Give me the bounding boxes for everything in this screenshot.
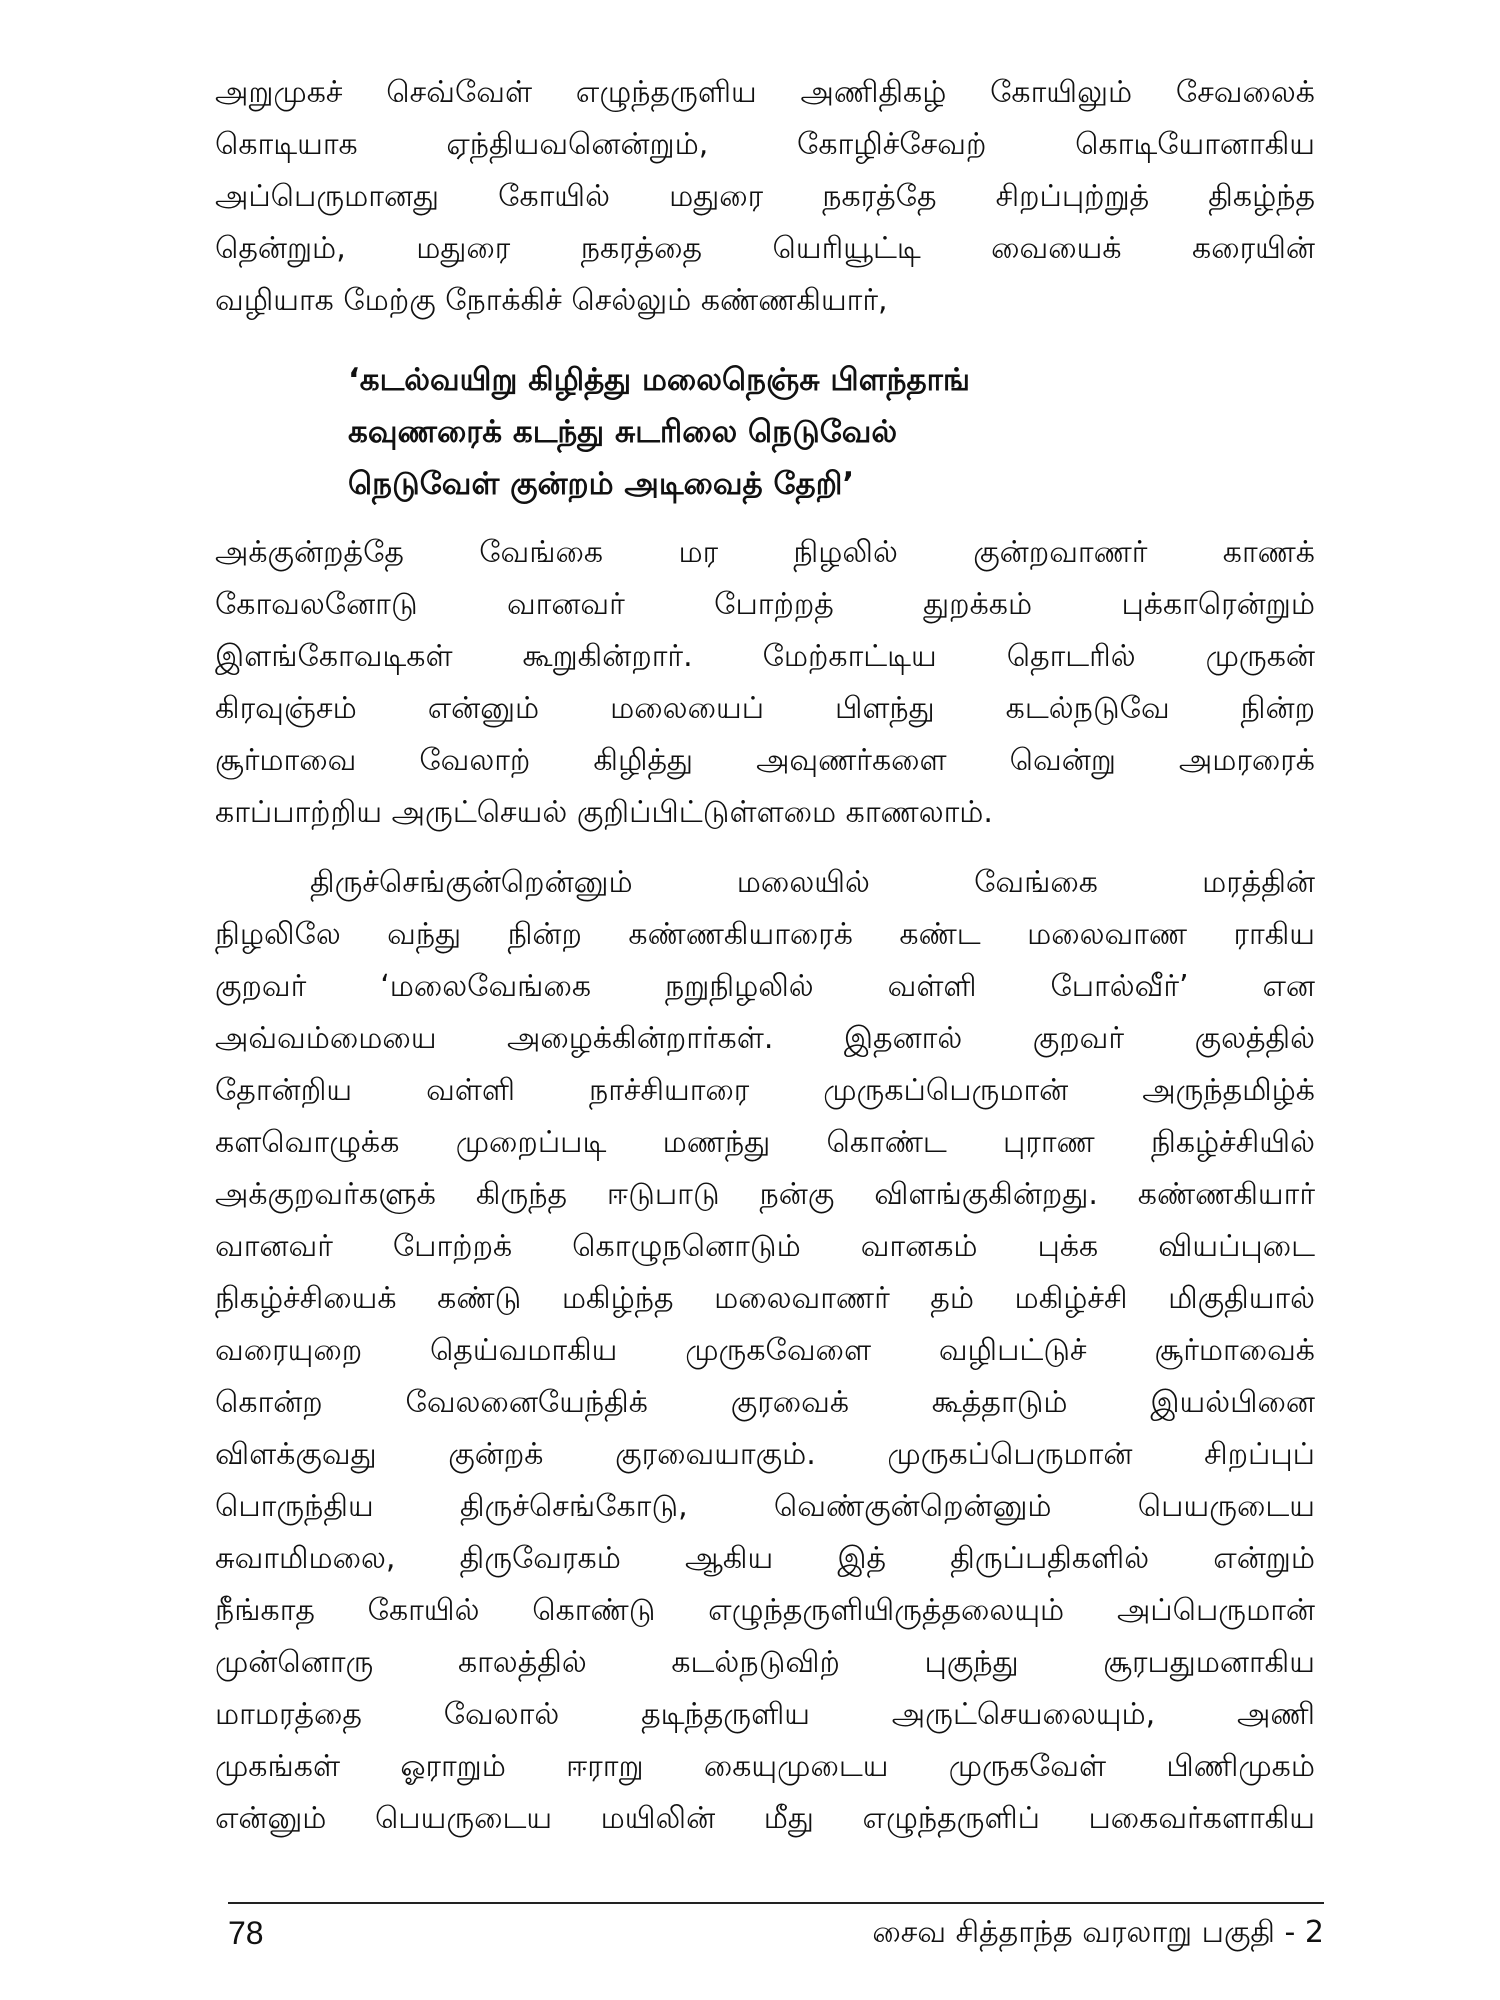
paragraph-3 (215, 857, 1315, 1845)
verse-line: கவுணரைக் கடந்து சுடரிலை நெடுவேல் (348, 414, 898, 450)
verse-line: நெடுவேள் குன்றம் அடிவைத் தேறி’ (348, 466, 855, 502)
text-line: வழியாக மேற்கு நோக்கிச் செல்லும் கண்ணகியார், (215, 283, 888, 318)
text-line: பொருந்திய திருச்செங்கோடு, வெண்குன்றென்னும் பெயருடைய (215, 1489, 1315, 1524)
text-line: அவ்வம்மையை அழைக்கின்றார்கள். இதனால் குறவர் குலத்தில் (215, 1021, 1315, 1056)
text-line: இளங்கோவடிகள் கூறுகின்றார். மேற்காட்டிய தொடரில் முருகன் (215, 639, 1315, 674)
page-number: 78 (228, 1915, 264, 1951)
text-line: காப்பாற்றிய அருட்செயல் குறிப்பிட்டுள்ளமை காணலாம். (215, 795, 993, 830)
text-line: கிரவுஞ்சம் என்னும் மலையைப் பிளந்து கடல்நடுவே நின்ற (215, 691, 1315, 726)
text-line: களவொழுக்க முறைப்படி மணந்து கொண்ட புராண நிகழ்ச்சியில் (215, 1125, 1315, 1160)
text-line: கொன்ற வேலனையேந்திக் குரவைக் கூத்தாடும் இயல்பினை (215, 1385, 1315, 1420)
verse-line: ‘கடல்வயிறு கிழித்து மலைநெஞ்சு பிளந்தாங் (348, 362, 971, 398)
text-line: என்னும் பெயருடைய மயிலின் மீது எழுந்தருளிப் பகைவர்களாகிய (215, 1801, 1315, 1836)
text-line: முன்னொரு காலத்தில் கடல்நடுவிற் புகுந்து சூரபதுமனாகிய (215, 1645, 1315, 1680)
running-footer-title: சைவ சித்தாந்த வரலாறு பகுதி - 2 (872, 1915, 1324, 1950)
text-line: குறவர் ‘மலைவேங்கை நறுநிழலில் வள்ளி போல்வீர்’ என (215, 969, 1315, 1004)
text-line: மாமரத்தை வேலால் தடிந்தருளிய அருட்செயலையும், அணி (215, 1697, 1315, 1732)
text-line: அக்குறவர்களுக் கிருந்த ஈடுபாடு நன்கு விளங்குகின்றது. கண்ணகியார் (215, 1177, 1315, 1212)
text-line: திருச்செங்குன்றென்னும் மலையில் வேங்கை மரத்தின் (310, 865, 1315, 900)
text-line: நிழலிலே வந்து நின்ற கண்ணகியாரைக் கண்ட மலைவாண ராகிய (215, 917, 1315, 952)
text-line: தென்றும், மதுரை நகரத்தை யெரியூட்டி வையைக் கரையின் (215, 231, 1315, 266)
text-line: நிகழ்ச்சியைக் கண்டு மகிழ்ந்த மலைவாணர் தம் மகிழ்ச்சி மிகுதியால் (215, 1281, 1315, 1316)
footer-divider (228, 1902, 1324, 1904)
text-line: நீங்காத கோயில் கொண்டு எழுந்தருளியிருத்தலையும் அப்பெருமான் (215, 1593, 1315, 1628)
text-line: வானவர் போற்றக் கொழுநனொடும் வானகம் புக்க வியப்புடை (215, 1229, 1315, 1264)
text-line: அக்குன்றத்தே வேங்கை மர நிழலில் குன்றவாணர் காணக் (215, 535, 1315, 570)
text-line: சுவாமிமலை, திருவேரகம் ஆகிய இத் திருப்பதிகளில் என்றும் (215, 1541, 1315, 1576)
text-line: முகங்கள் ஓராறும் ஈராறு கையுமுடைய முருகவேள் பிணிமுகம் (215, 1749, 1315, 1784)
text-line: அப்பெருமானது கோயில் மதுரை நகரத்தே சிறப்புற்றுத் திகழ்ந்த (215, 179, 1315, 214)
text-line: சூர்மாவை வேலாற் கிழித்து அவுணர்களை வென்று அமரரைக் (215, 743, 1315, 778)
paragraph-1 (215, 67, 1315, 327)
text-line: தோன்றிய வள்ளி நாச்சியாரை முருகப்பெருமான் அருந்தமிழ்க் (215, 1073, 1315, 1108)
text-line: வரையுறை தெய்வமாகிய முருகவேளை வழிபட்டுச் சூர்மாவைக் (215, 1333, 1315, 1368)
text-line: கொடியாக ஏந்தியவனென்றும், கோழிச்சேவற் கொடியோனாகிய (215, 127, 1315, 162)
text-line: அறுமுகச் செவ்வேள் எழுந்தருளிய அணிதிகழ் கோயிலும் சேவலைக் (215, 75, 1315, 110)
paragraph-2 (215, 527, 1315, 839)
text-line: விளக்குவது குன்றக் குரவையாகும். முருகப்பெருமான் சிறப்புப் (215, 1437, 1315, 1472)
text-line: கோவலனோடு வானவர் போற்றத் துறக்கம் புக்காரென்றும் (215, 587, 1315, 622)
verse-quote (348, 354, 1148, 510)
